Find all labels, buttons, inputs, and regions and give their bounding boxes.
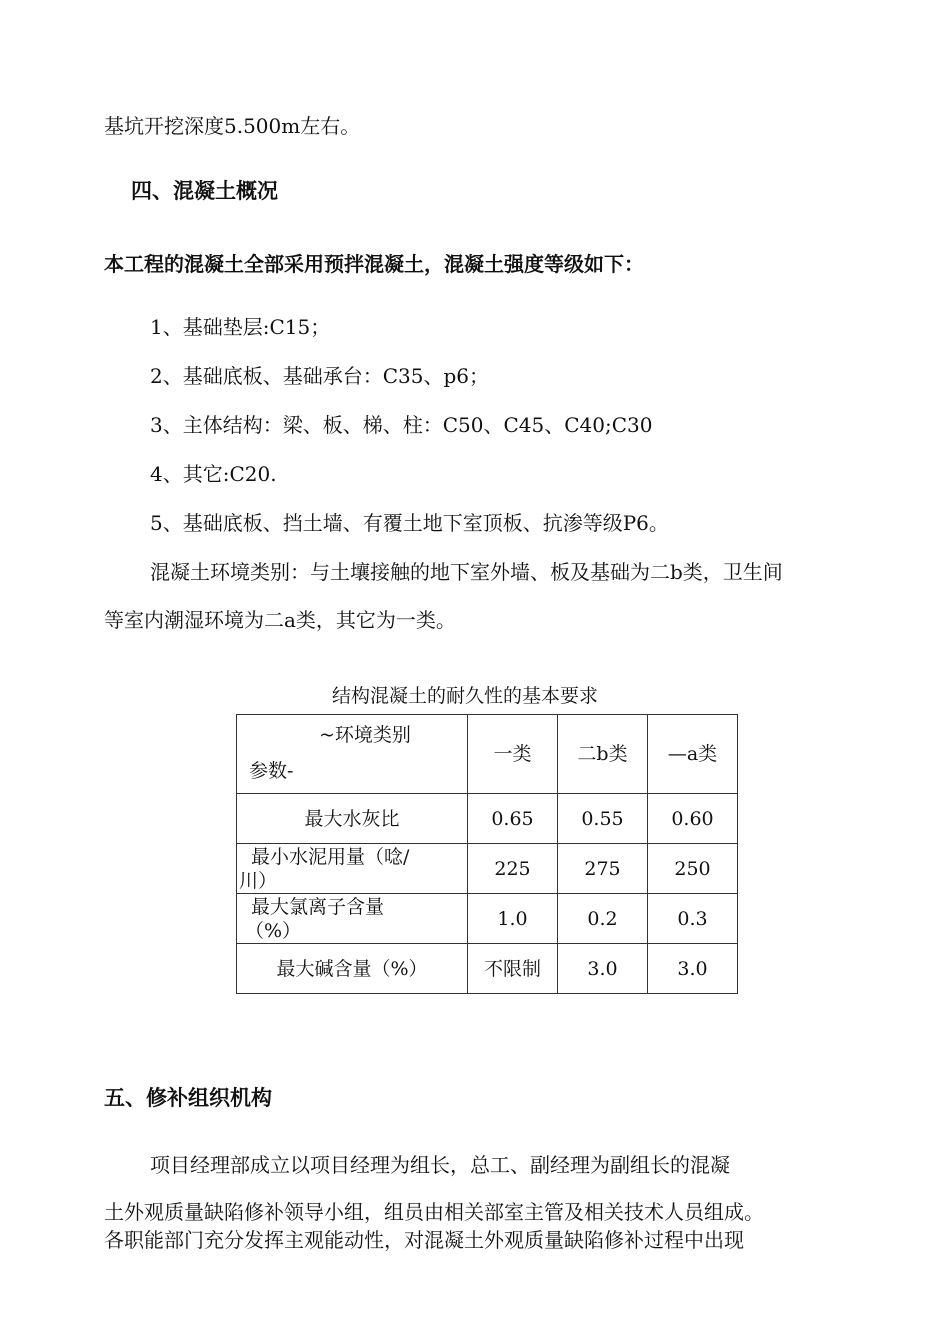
section-heading-repair-org: 五、修补组织机构 bbox=[104, 1086, 272, 1110]
table-cell: 275 bbox=[558, 844, 648, 894]
table-cell: 3.0 bbox=[648, 944, 738, 994]
table-cell: 0.55 bbox=[558, 794, 648, 844]
header-parameter-label: 参数- bbox=[249, 760, 294, 782]
list-item-4: 4、其它:C20. bbox=[150, 462, 277, 486]
environment-line-1: 混凝土环境类别：与土壤接触的地下室外墙、板及基础为二b类，卫生间 bbox=[150, 560, 783, 584]
table-caption: 结构混凝土的耐久性的基本要求 bbox=[332, 685, 599, 707]
table-cell: 0.3 bbox=[648, 894, 738, 944]
table-row bbox=[237, 794, 738, 844]
list-item-5: 5、基础底板、挡土墙、有覆土地下室顶板、抗渗等级P6。 bbox=[150, 511, 669, 535]
table-cell: 0.65 bbox=[468, 794, 558, 844]
paragraph-line-3: 各职能部门充分发挥主观能动性，对混凝土外观质量缺陷修补过程中出现 bbox=[104, 1228, 744, 1252]
concrete-intro: 本工程的混凝土全部采用预拌混凝土，混凝土强度等级如下： bbox=[104, 252, 644, 276]
column-header-class-1: 一类 bbox=[468, 715, 558, 794]
table-cell: 3.0 bbox=[558, 944, 648, 994]
row-param: 最大氯离子含量 （%） bbox=[237, 894, 468, 944]
durability-table bbox=[236, 714, 738, 994]
table-cell: 不限制 bbox=[468, 944, 558, 994]
table-cell: 0.2 bbox=[558, 894, 648, 944]
header-environment-label: ~环境类别 bbox=[319, 724, 411, 746]
body-line-excavation: 基坑开挖深度5.500m左右。 bbox=[104, 114, 361, 138]
row-param: 最大水灰比 bbox=[237, 794, 468, 844]
table-corner-header bbox=[237, 715, 468, 794]
table-cell: 1.0 bbox=[468, 894, 558, 944]
table-cell: 250 bbox=[648, 844, 738, 894]
table-header-row bbox=[237, 715, 738, 794]
list-item-3: 3、主体结构：梁、板、梯、柱：C50、C45、C40;C30 bbox=[150, 413, 653, 437]
column-header-class-2a: —a类 bbox=[648, 715, 738, 794]
environment-line-2: 等室内潮湿环境为二a类，其它为一类。 bbox=[104, 608, 456, 632]
paragraph-line-2: 土外观质量缺陷修补领导小组，组员由相关部室主管及相关技术人员组成。 bbox=[104, 1200, 764, 1224]
list-item-2: 2、基础底板、基础承台：C35、p6； bbox=[150, 364, 490, 388]
row-param: 最小水泥用量（唸/ 川） bbox=[237, 844, 468, 894]
section-heading-concrete: 四、混凝土概况 bbox=[131, 179, 278, 203]
table-row bbox=[237, 844, 738, 894]
table-cell: 0.60 bbox=[648, 794, 738, 844]
row-param: 最大碱含量（%） bbox=[237, 944, 468, 994]
paragraph-line-1: 项目经理部成立以项目经理为组长，总工、副经理为副组长的混凝 bbox=[150, 1153, 730, 1177]
table-cell: 225 bbox=[468, 844, 558, 894]
table-row bbox=[237, 944, 738, 994]
table-row bbox=[237, 894, 738, 944]
column-header-class-2b: 二b类 bbox=[558, 715, 648, 794]
list-item-1: 1、基础垫层:C15； bbox=[150, 315, 331, 339]
